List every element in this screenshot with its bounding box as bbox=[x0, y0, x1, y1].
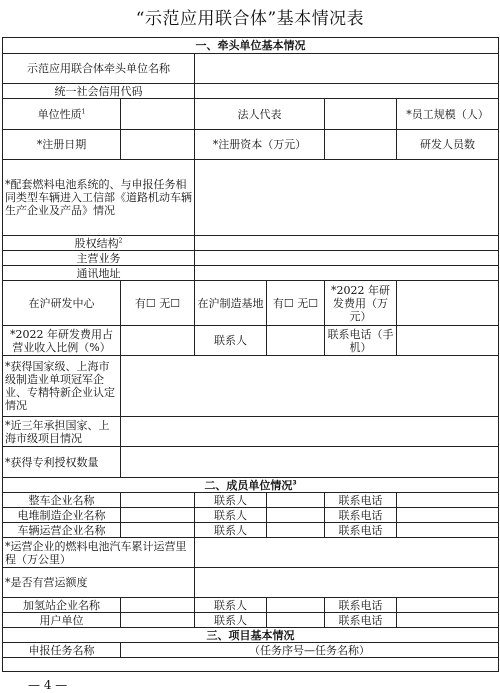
field-phone-user[interactable] bbox=[397, 613, 499, 628]
field-main-business[interactable] bbox=[195, 251, 499, 266]
label-vehicle-catalog: *配套燃料电池系统的、与申报任务相同类型车辆进入工信部《道路机动车辆生产企业及产品》情况 bbox=[3, 160, 195, 236]
label-contact-stack: 联系人 bbox=[195, 508, 267, 523]
label-patents: *获得专利授权数量 bbox=[3, 447, 121, 478]
label-reg-capital: *注册资本（万元） bbox=[195, 130, 325, 160]
field-phone-stack[interactable] bbox=[397, 508, 499, 523]
label-station-co: 加氢站企业名称 bbox=[3, 598, 121, 613]
section-heading-lead: 一、牵头单位基本情况 bbox=[3, 38, 499, 54]
label-credit-code: 统一社会信用代码 bbox=[3, 84, 195, 99]
field-reg-date[interactable] bbox=[121, 130, 195, 160]
field-operator-co[interactable] bbox=[121, 523, 195, 538]
field-contact-operator[interactable] bbox=[267, 523, 325, 538]
field-contact-lead[interactable] bbox=[267, 326, 325, 356]
label-user-unit: 用户单位 bbox=[3, 613, 121, 628]
field-stack-co[interactable] bbox=[121, 508, 195, 523]
label-phone-mobile: 联系电话（手机） bbox=[325, 326, 397, 356]
field-contact-stack[interactable] bbox=[267, 508, 325, 523]
field-equity[interactable] bbox=[195, 236, 499, 251]
label-employees: *员工规模（人） bbox=[397, 99, 499, 130]
field-user-unit[interactable] bbox=[121, 613, 195, 628]
blank-row bbox=[3, 658, 499, 672]
field-phone-operator[interactable] bbox=[397, 523, 499, 538]
field-vehicle-catalog[interactable] bbox=[195, 160, 499, 236]
field-station-co[interactable] bbox=[121, 598, 195, 613]
label-mileage: *运营企业的燃料电池汽车累计运营里程（万公里） bbox=[3, 538, 195, 568]
label-awards: *获得国家级、上海市级制造业单项冠军企业、专精特新企业认定情况 bbox=[3, 356, 121, 417]
label-unit-nature: 单位性质$^1$ bbox=[3, 99, 121, 130]
field-awards[interactable] bbox=[121, 356, 499, 417]
label-contact-operator: 联系人 bbox=[195, 523, 267, 538]
label-quota: *是否有营运额度 bbox=[3, 568, 195, 598]
section-heading-project: 三、项目基本情况 bbox=[3, 628, 499, 643]
label-address: 通讯地址 bbox=[3, 266, 195, 281]
label-phone-vehicle: 联系电话 bbox=[325, 493, 397, 508]
field-rd-ratio[interactable] bbox=[121, 326, 195, 356]
label-rd-ratio: *2022 年研发费用占营业收入比例（%） bbox=[3, 326, 121, 356]
field-phone-mobile[interactable] bbox=[397, 326, 499, 356]
label-lead-name: 示范应用联合体牵头单位名称 bbox=[3, 54, 195, 84]
field-vehicle-co[interactable] bbox=[121, 493, 195, 508]
field-contact-vehicle[interactable] bbox=[267, 493, 325, 508]
field-contact-station[interactable] bbox=[267, 598, 325, 613]
basic-info-form bbox=[2, 37, 499, 672]
field-address[interactable] bbox=[195, 266, 499, 281]
label-legal-rep: 法人代表 bbox=[195, 99, 325, 130]
field-patents[interactable] bbox=[121, 447, 499, 478]
label-operator-co: 车辆运营企业名称 bbox=[3, 523, 121, 538]
field-quota[interactable] bbox=[195, 568, 499, 598]
label-rd-cost: *2022 年研发费用（万元） bbox=[325, 281, 397, 326]
label-contact-vehicle: 联系人 bbox=[195, 493, 267, 508]
label-equity: 股权结构$^2$ bbox=[3, 236, 195, 251]
label-vehicle-co: 整车企业名称 bbox=[3, 493, 121, 508]
label-phone-stack: 联系电话 bbox=[325, 508, 397, 523]
page-number: — 4 — bbox=[28, 678, 68, 692]
field-phone-station[interactable] bbox=[397, 598, 499, 613]
label-phone-station: 联系电话 bbox=[325, 598, 397, 613]
label-task-name: 申报任务名称 bbox=[3, 643, 121, 658]
label-rd-staff: 研发人员数 bbox=[397, 130, 499, 160]
field-unit-nature[interactable] bbox=[121, 99, 195, 130]
label-reg-date: *注册日期 bbox=[3, 130, 121, 160]
label-contact-lead: 联系人 bbox=[195, 326, 267, 356]
label-phone-operator: 联系电话 bbox=[325, 523, 397, 538]
field-contact-user[interactable] bbox=[267, 613, 325, 628]
field-mileage[interactable] bbox=[195, 538, 499, 568]
field-reg-capital[interactable] bbox=[325, 130, 397, 160]
label-mfg-base: 在沪制造基地 bbox=[195, 281, 267, 326]
label-projects: *近三年承担国家、上海市级项目情况 bbox=[3, 417, 121, 447]
label-rd-center: 在沪研发中心 bbox=[3, 281, 121, 326]
field-phone-vehicle[interactable] bbox=[397, 493, 499, 508]
label-contact-user: 联系人 bbox=[195, 613, 267, 628]
label-main-business: 主营业务 bbox=[3, 251, 195, 266]
label-stack-co: 电堆制造企业名称 bbox=[3, 508, 121, 523]
page-title: “示范应用联合体”基本情况表 bbox=[135, 9, 365, 29]
label-contact-station: 联系人 bbox=[195, 598, 267, 613]
label-phone-user: 联系电话 bbox=[325, 613, 397, 628]
field-lead-name[interactable] bbox=[195, 54, 499, 84]
checkbox-rd-center[interactable]: 有☐ 无☐ bbox=[121, 281, 195, 326]
section-heading-members: 二、成员单位情况$^3$ bbox=[3, 478, 499, 493]
checkbox-mfg-base[interactable]: 有☐ 无☐ bbox=[267, 281, 325, 326]
field-projects[interactable] bbox=[121, 417, 499, 447]
field-rd-cost[interactable] bbox=[397, 281, 499, 326]
field-credit-code[interactable] bbox=[195, 84, 499, 99]
field-task-name[interactable]: （任务序号—任务名称） bbox=[121, 643, 499, 658]
field-legal-rep[interactable] bbox=[325, 99, 397, 130]
